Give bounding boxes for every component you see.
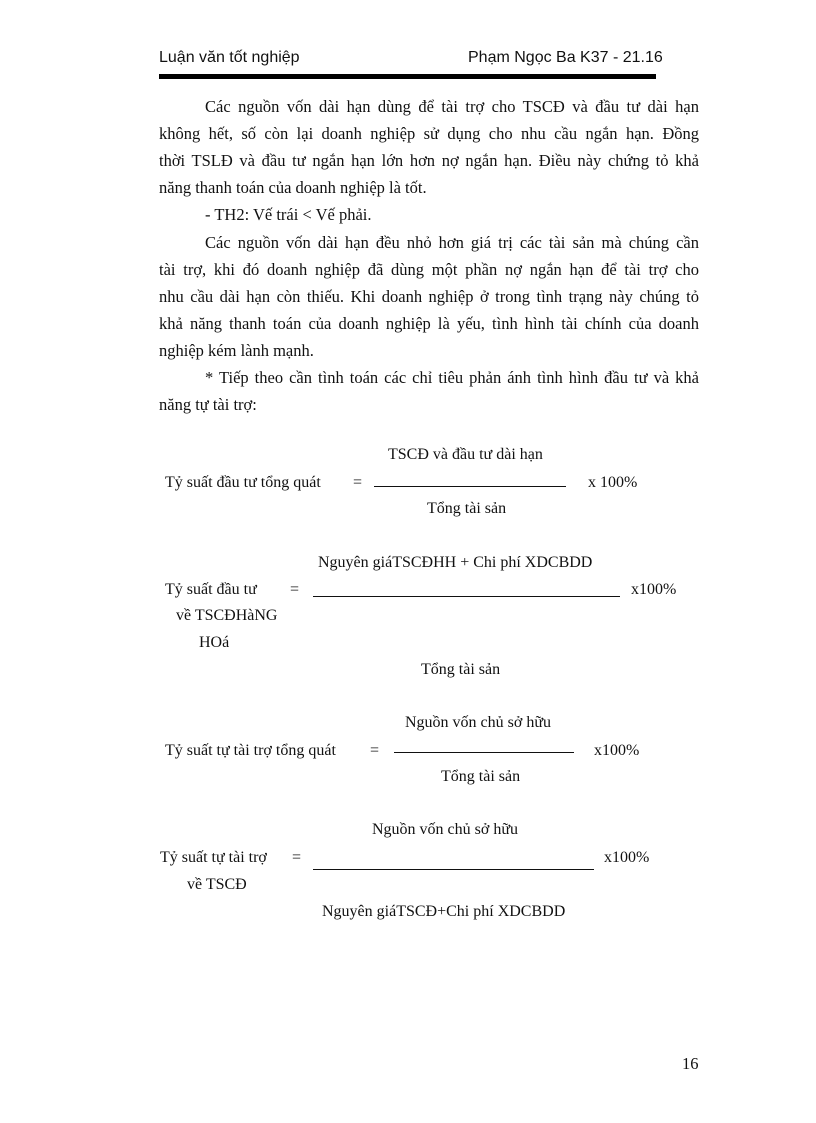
formula-numerator: Nguyên giáTSCĐHH + Chi phí XDCBDD <box>318 554 593 571</box>
text-line: nhu cầu dài hạn còn thiếu. Khi doanh nghiệp ở trong tình trạng này chúng tỏ <box>159 287 699 306</box>
fraction-bar <box>374 486 566 487</box>
page-number: 16 <box>682 1054 699 1073</box>
formula-denominator: Tổng tài sản <box>441 768 521 785</box>
formula-multiplier: x100% <box>604 849 650 866</box>
formula-denominator: Tổng tài sản <box>427 500 507 517</box>
header-rule <box>159 74 656 79</box>
text-line: thời TSLĐ và đầu tư ngắn hạn lớn hơn nợ ngắn hạn. Điều này chứng tỏ khả <box>159 151 699 170</box>
fraction-bar <box>313 869 594 870</box>
formula-numerator: Nguồn vốn chủ sở hữu <box>372 821 519 838</box>
formula-denominator: Nguyên giáTSCĐ+Chi phí XDCBDD <box>322 903 566 920</box>
text-line: không hết, số còn lại doanh nghiệp sử dụng cho nhu cầu ngắn hạn. Đồng <box>159 124 699 143</box>
text-line: nghiệp kém lành mạnh. <box>159 341 314 360</box>
fraction-bar <box>394 752 574 753</box>
text-line: tài trợ, khi đó doanh nghiệp đã dùng một phần nợ ngắn hạn để tài trợ cho <box>159 260 699 279</box>
equals-sign: = <box>292 849 302 866</box>
formula-label: HOá <box>199 634 230 651</box>
header-author: Phạm Ngọc Ba K37 - 21.16 <box>468 49 663 66</box>
fraction-bar <box>313 596 620 597</box>
text-line: Các nguồn vốn dài hạn đều nhỏ hơn giá trị các tài sản mà chúng cần <box>205 233 699 252</box>
formula-numerator: Nguồn vốn chủ sở hữu <box>405 714 552 731</box>
formula-label: Tỷ suất tự tài trợ <box>160 849 267 866</box>
formula-denominator: Tổng tài sản <box>421 661 501 678</box>
formula-multiplier: x100% <box>631 581 677 598</box>
formula-numerator: TSCĐ và đầu tư dài hạn <box>388 446 543 463</box>
text-line: khả năng thanh toán của doanh nghiệp là yếu, tình hình tài chính của doanh <box>159 314 699 333</box>
text-line: * Tiếp theo cần tình toán các chỉ tiêu phản ánh tình hình đầu tư và khả <box>205 368 699 387</box>
formula-label: về TSCĐ <box>187 876 247 893</box>
formula-label: Tỷ suất đầu tư tổng quát <box>165 474 321 491</box>
formula-label: về TSCĐHàNG <box>176 607 278 624</box>
formula-label: Tỷ suất tự tài trợ tổng quát <box>165 742 336 759</box>
equals-sign: = <box>370 742 380 759</box>
equals-sign: = <box>353 474 363 491</box>
equals-sign: = <box>290 581 300 598</box>
text-line: năng tự tài trợ: <box>159 395 257 414</box>
header-title: Luận văn tốt nghiệp <box>159 49 300 66</box>
formula-multiplier: x100% <box>594 742 640 759</box>
text-line: năng thanh toán của doanh nghiệp là tốt. <box>159 178 427 197</box>
th2-line: - TH2: Vế trái < Vế phải. <box>205 205 372 224</box>
formula-multiplier: x 100% <box>588 474 638 491</box>
text-line: Các nguồn vốn dài hạn dùng để tài trợ cho TSCĐ và đầu tư dài hạn <box>205 97 699 116</box>
formula-label: Tỷ suất đầu tư <box>165 581 257 598</box>
